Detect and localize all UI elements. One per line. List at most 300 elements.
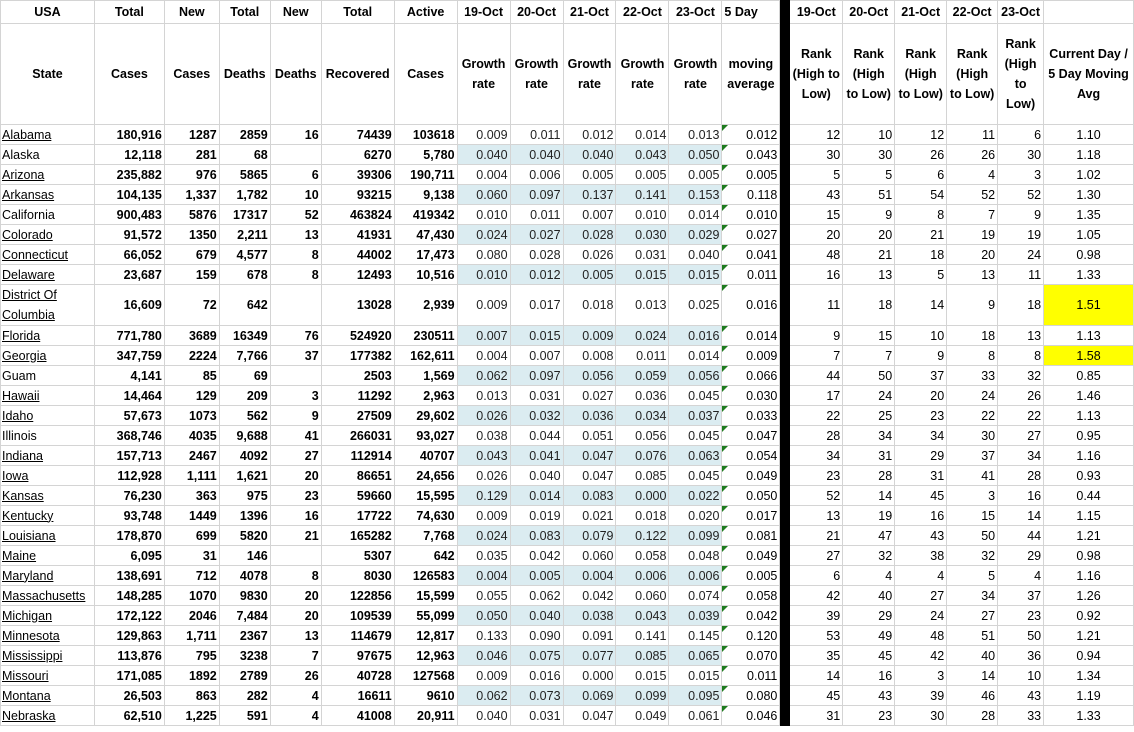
growth-rate-cell[interactable]: 0.083 [510,526,563,546]
rank-cell[interactable]: 3 [947,486,998,506]
recovered-cell[interactable]: 5307 [321,546,394,566]
growth-rate-cell[interactable]: 0.015 [669,666,722,686]
new-deaths-cell[interactable]: 4 [270,706,321,726]
moving-average-cell[interactable] [722,646,780,666]
active-cases-cell[interactable]: 9,138 [394,185,457,205]
active-cases-cell[interactable]: 17,473 [394,245,457,265]
current-day-ratio-cell[interactable]: 1.13 [1044,326,1134,346]
rank-cell[interactable]: 42 [895,646,947,666]
rank-cell[interactable]: 21 [790,526,843,546]
growth-rate-cell[interactable]: 0.031 [616,245,669,265]
active-cases-cell[interactable]: 12,817 [394,626,457,646]
total-cases-cell[interactable]: 129,863 [94,626,164,646]
new-cases-cell[interactable]: 2467 [164,446,219,466]
active-cases-cell[interactable]: 55,099 [394,606,457,626]
state-cell[interactable] [1,285,95,326]
growth-rate-cell[interactable]: 0.015 [616,666,669,686]
new-deaths-cell[interactable]: 3 [270,386,321,406]
moving-average-cell[interactable] [722,406,780,426]
growth-rate-cell[interactable]: 0.011 [510,125,563,145]
total-deaths-cell[interactable]: 209 [219,386,270,406]
total-cases-cell[interactable]: 14,464 [94,386,164,406]
recovered-cell[interactable]: 74439 [321,125,394,145]
rank-cell[interactable]: 29 [895,446,947,466]
active-cases-cell[interactable]: 162,611 [394,346,457,366]
rank-cell[interactable]: 32 [947,546,998,566]
state-link[interactable]: Maine [2,548,37,563]
current-day-ratio-cell[interactable]: 1.58 [1044,346,1134,366]
new-cases-cell[interactable]: 712 [164,566,219,586]
state-link[interactable]: Connecticut [2,247,69,262]
rank-cell[interactable]: 25 [843,406,895,426]
growth-rate-cell[interactable]: 0.007 [563,205,616,225]
growth-rate-cell[interactable]: 0.099 [669,526,722,546]
growth-rate-cell[interactable]: 0.043 [616,606,669,626]
state-cell[interactable] [1,225,95,245]
header-new-deaths-top[interactable]: New [270,1,321,24]
new-cases-cell[interactable]: 159 [164,265,219,285]
moving-average-cell[interactable] [722,446,780,466]
rank-cell[interactable]: 14 [895,285,947,326]
rank-cell[interactable]: 16 [895,506,947,526]
header-rank-date[interactable]: 21-Oct [895,1,947,24]
current-day-ratio-cell[interactable]: 0.98 [1044,245,1134,265]
moving-average-cell[interactable] [722,566,780,586]
growth-rate-cell[interactable]: 0.122 [616,526,669,546]
rank-cell[interactable]: 15 [790,205,843,225]
state-cell[interactable] [1,506,95,526]
total-deaths-cell[interactable]: 2,211 [219,225,270,245]
rank-cell[interactable]: 43 [843,686,895,706]
growth-rate-cell[interactable]: 0.090 [510,626,563,646]
active-cases-cell[interactable]: 15,599 [394,586,457,606]
state-cell[interactable] [1,706,95,726]
rank-cell[interactable]: 22 [998,406,1044,426]
rank-cell[interactable]: 20 [895,386,947,406]
rank-cell[interactable]: 9 [998,205,1044,225]
total-deaths-cell[interactable]: 1,621 [219,466,270,486]
growth-rate-cell[interactable]: 0.038 [563,606,616,626]
rank-cell[interactable]: 24 [947,386,998,406]
active-cases-cell[interactable]: 15,595 [394,486,457,506]
total-cases-cell[interactable]: 91,572 [94,225,164,245]
rank-cell[interactable]: 48 [895,626,947,646]
growth-rate-cell[interactable]: 0.010 [616,205,669,225]
rank-cell[interactable]: 54 [895,185,947,205]
new-deaths-cell[interactable]: 4 [270,686,321,706]
growth-rate-cell[interactable]: 0.095 [669,686,722,706]
recovered-cell[interactable]: 109539 [321,606,394,626]
growth-rate-cell[interactable]: 0.040 [510,145,563,165]
moving-average-cell[interactable] [722,466,780,486]
growth-rate-cell[interactable]: 0.015 [669,265,722,285]
total-deaths-cell[interactable]: 16349 [219,326,270,346]
growth-rate-cell[interactable]: 0.018 [563,285,616,326]
rank-cell[interactable]: 23 [998,606,1044,626]
recovered-cell[interactable]: 97675 [321,646,394,666]
rank-cell[interactable]: 4 [843,566,895,586]
total-deaths-cell[interactable]: 5820 [219,526,270,546]
growth-rate-cell[interactable]: 0.030 [616,225,669,245]
rank-cell[interactable]: 43 [998,686,1044,706]
growth-rate-cell[interactable]: 0.083 [563,486,616,506]
growth-rate-cell[interactable]: 0.007 [457,326,510,346]
rank-cell[interactable]: 13 [843,265,895,285]
recovered-cell[interactable]: 17722 [321,506,394,526]
recovered-cell[interactable]: 86651 [321,466,394,486]
growth-rate-cell[interactable]: 0.047 [563,466,616,486]
rank-cell[interactable]: 37 [947,446,998,466]
rank-cell[interactable]: 33 [998,706,1044,726]
growth-rate-cell[interactable]: 0.145 [669,626,722,646]
total-cases-cell[interactable]: 368,746 [94,426,164,446]
new-cases-cell[interactable]: 2046 [164,606,219,626]
growth-rate-cell[interactable]: 0.012 [563,125,616,145]
new-cases-cell[interactable]: 1350 [164,225,219,245]
new-deaths-cell[interactable] [270,145,321,165]
growth-rate-cell[interactable]: 0.009 [457,285,510,326]
active-cases-cell[interactable]: 29,602 [394,406,457,426]
recovered-cell[interactable]: 114679 [321,626,394,646]
recovered-cell[interactable]: 177382 [321,346,394,366]
current-day-ratio-cell[interactable]: 1.15 [1044,506,1134,526]
new-cases-cell[interactable]: 1449 [164,506,219,526]
growth-rate-cell[interactable]: 0.047 [563,446,616,466]
header-rank-date[interactable]: 22-Oct [947,1,998,24]
current-day-ratio-cell[interactable]: 1.33 [1044,265,1134,285]
moving-average-cell[interactable] [722,506,780,526]
new-cases-cell[interactable]: 1287 [164,125,219,145]
state-cell[interactable] [1,686,95,706]
total-cases-cell[interactable]: 138,691 [94,566,164,586]
rank-cell[interactable]: 28 [998,466,1044,486]
growth-rate-cell[interactable]: 0.051 [563,426,616,446]
rank-cell[interactable]: 10 [843,125,895,145]
growth-rate-cell[interactable]: 0.034 [616,406,669,426]
rank-cell[interactable]: 22 [790,406,843,426]
total-deaths-cell[interactable]: 2859 [219,125,270,145]
state-cell[interactable] [1,165,95,185]
growth-rate-cell[interactable]: 0.073 [510,686,563,706]
total-cases-cell[interactable]: 76,230 [94,486,164,506]
header-rank[interactable]: Rank (High to Low) [843,24,895,125]
growth-rate-cell[interactable]: 0.056 [616,426,669,446]
recovered-cell[interactable]: 165282 [321,526,394,546]
header-rate-date[interactable]: 21-Oct [563,1,616,24]
state-link[interactable]: Indiana [2,448,44,463]
current-day-ratio-cell[interactable]: 0.94 [1044,646,1134,666]
state-cell[interactable] [1,346,95,366]
rank-cell[interactable]: 20 [947,245,998,265]
rank-cell[interactable]: 26 [895,145,947,165]
header-current-day-ratio[interactable]: Current Day / 5 Day Moving Avg [1044,24,1134,125]
total-deaths-cell[interactable]: 2367 [219,626,270,646]
new-deaths-cell[interactable]: 20 [270,466,321,486]
rank-cell[interactable]: 11 [998,265,1044,285]
current-day-ratio-cell[interactable]: 1.26 [1044,586,1134,606]
growth-rate-cell[interactable]: 0.021 [563,506,616,526]
growth-rate-cell[interactable]: 0.000 [616,486,669,506]
state-cell[interactable] [1,526,95,546]
total-deaths-cell[interactable]: 1,782 [219,185,270,205]
rank-cell[interactable]: 29 [998,546,1044,566]
rank-cell[interactable]: 30 [895,706,947,726]
rank-cell[interactable]: 5 [947,566,998,586]
rank-cell[interactable]: 34 [790,446,843,466]
growth-rate-cell[interactable]: 0.036 [563,406,616,426]
rank-cell[interactable]: 15 [947,506,998,526]
recovered-cell[interactable]: 524920 [321,326,394,346]
total-cases-cell[interactable]: 4,141 [94,366,164,386]
recovered-cell[interactable]: 266031 [321,426,394,446]
current-day-ratio-cell[interactable]: 1.16 [1044,446,1134,466]
header-rate-date[interactable]: 19-Oct [457,1,510,24]
new-deaths-cell[interactable]: 26 [270,666,321,686]
rank-cell[interactable]: 45 [790,686,843,706]
active-cases-cell[interactable]: 230511 [394,326,457,346]
new-cases-cell[interactable]: 795 [164,646,219,666]
total-cases-cell[interactable]: 112,928 [94,466,164,486]
recovered-cell[interactable]: 39306 [321,165,394,185]
rank-cell[interactable]: 34 [843,426,895,446]
recovered-cell[interactable]: 27509 [321,406,394,426]
total-deaths-cell[interactable]: 2789 [219,666,270,686]
active-cases-cell[interactable]: 40707 [394,446,457,466]
growth-rate-cell[interactable]: 0.013 [616,285,669,326]
growth-rate-cell[interactable]: 0.137 [563,185,616,205]
growth-rate-cell[interactable]: 0.013 [669,125,722,145]
current-day-ratio-cell[interactable]: 1.02 [1044,165,1134,185]
new-deaths-cell[interactable]: 16 [270,506,321,526]
rank-cell[interactable]: 27 [998,426,1044,446]
growth-rate-cell[interactable]: 0.024 [457,225,510,245]
rank-cell[interactable]: 32 [998,366,1044,386]
rank-cell[interactable]: 23 [790,466,843,486]
rank-cell[interactable]: 5 [843,165,895,185]
rank-cell[interactable]: 46 [947,686,998,706]
new-cases-cell[interactable]: 1,337 [164,185,219,205]
header-new-cases[interactable]: Cases [164,24,219,125]
header-growth-rate[interactable]: Growth rate [616,24,669,125]
header-growth-rate[interactable]: Growth rate [510,24,563,125]
rank-cell[interactable]: 39 [895,686,947,706]
moving-average-cell[interactable] [722,326,780,346]
rank-cell[interactable]: 16 [998,486,1044,506]
growth-rate-cell[interactable]: 0.015 [616,265,669,285]
state-link[interactable]: Montana [2,688,51,703]
growth-rate-cell[interactable]: 0.010 [457,265,510,285]
state-cell[interactable] [1,366,95,386]
growth-rate-cell[interactable]: 0.006 [616,566,669,586]
rank-cell[interactable]: 40 [947,646,998,666]
rank-cell[interactable]: 41 [947,466,998,486]
rank-cell[interactable]: 34 [947,586,998,606]
rank-cell[interactable]: 12 [790,125,843,145]
new-cases-cell[interactable]: 85 [164,366,219,386]
growth-rate-cell[interactable]: 0.047 [563,706,616,726]
growth-rate-cell[interactable]: 0.043 [616,145,669,165]
total-deaths-cell[interactable]: 146 [219,546,270,566]
new-deaths-cell[interactable]: 37 [270,346,321,366]
rank-cell[interactable]: 6 [895,165,947,185]
state-link[interactable]: Nebraska [2,708,56,723]
growth-rate-cell[interactable]: 0.091 [563,626,616,646]
moving-average-cell[interactable] [722,426,780,446]
total-deaths-cell[interactable]: 5865 [219,165,270,185]
growth-rate-cell[interactable]: 0.153 [669,185,722,205]
total-cases-cell[interactable]: 178,870 [94,526,164,546]
header-total-recovered[interactable]: Recovered [321,24,394,125]
header-5day-top[interactable]: 5 Day [722,1,780,24]
rank-cell[interactable]: 18 [947,326,998,346]
growth-rate-cell[interactable]: 0.076 [616,446,669,466]
state-cell[interactable] [1,586,95,606]
new-cases-cell[interactable]: 1,111 [164,466,219,486]
growth-rate-cell[interactable]: 0.080 [457,245,510,265]
rank-cell[interactable]: 14 [947,666,998,686]
growth-rate-cell[interactable]: 0.062 [457,366,510,386]
recovered-cell[interactable]: 41931 [321,225,394,245]
rank-cell[interactable]: 40 [843,586,895,606]
rank-cell[interactable]: 24 [843,386,895,406]
rank-cell[interactable]: 7 [790,346,843,366]
total-deaths-cell[interactable]: 562 [219,406,270,426]
growth-rate-cell[interactable]: 0.024 [457,526,510,546]
moving-average-cell[interactable] [722,245,780,265]
total-cases-cell[interactable]: 235,882 [94,165,164,185]
recovered-cell[interactable]: 40728 [321,666,394,686]
new-deaths-cell[interactable]: 41 [270,426,321,446]
rank-cell[interactable]: 23 [895,406,947,426]
state-link[interactable]: Delaware [2,267,55,282]
rank-cell[interactable]: 52 [947,185,998,205]
rank-cell[interactable]: 9 [843,205,895,225]
new-cases-cell[interactable]: 1892 [164,666,219,686]
header-usa[interactable]: USA [1,1,95,24]
rank-cell[interactable]: 19 [998,225,1044,245]
new-cases-cell[interactable]: 699 [164,526,219,546]
current-day-ratio-cell[interactable]: 0.93 [1044,466,1134,486]
active-cases-cell[interactable]: 642 [394,546,457,566]
rank-cell[interactable]: 34 [998,446,1044,466]
total-deaths-cell[interactable]: 9,688 [219,426,270,446]
header-current-top[interactable] [1044,1,1134,24]
new-cases-cell[interactable]: 3689 [164,326,219,346]
new-deaths-cell[interactable]: 8 [270,245,321,265]
total-cases-cell[interactable]: 16,609 [94,285,164,326]
current-day-ratio-cell[interactable]: 1.30 [1044,185,1134,205]
header-active-cases-top[interactable]: Active [394,1,457,24]
growth-rate-cell[interactable]: 0.019 [510,506,563,526]
state-link[interactable]: Iowa [2,468,29,483]
total-deaths-cell[interactable]: 642 [219,285,270,326]
rank-cell[interactable]: 9 [895,346,947,366]
growth-rate-cell[interactable]: 0.079 [563,526,616,546]
state-cell[interactable] [1,666,95,686]
state-cell[interactable] [1,406,95,426]
state-link[interactable]: Michigan [2,608,53,623]
growth-rate-cell[interactable]: 0.040 [457,706,510,726]
recovered-cell[interactable]: 112914 [321,446,394,466]
growth-rate-cell[interactable]: 0.009 [457,125,510,145]
growth-rate-cell[interactable]: 0.016 [510,666,563,686]
state-cell[interactable] [1,626,95,646]
growth-rate-cell[interactable]: 0.060 [457,185,510,205]
growth-rate-cell[interactable]: 0.009 [563,326,616,346]
new-cases-cell[interactable]: 281 [164,145,219,165]
growth-rate-cell[interactable]: 0.005 [510,566,563,586]
current-day-ratio-cell[interactable]: 1.18 [1044,145,1134,165]
state-cell[interactable] [1,245,95,265]
growth-rate-cell[interactable]: 0.041 [510,446,563,466]
new-deaths-cell[interactable] [270,285,321,326]
rank-cell[interactable]: 13 [998,326,1044,346]
growth-rate-cell[interactable]: 0.062 [457,686,510,706]
rank-cell[interactable]: 20 [843,225,895,245]
current-day-ratio-cell[interactable]: 1.05 [1044,225,1134,245]
rank-cell[interactable]: 52 [998,185,1044,205]
total-cases-cell[interactable]: 771,780 [94,326,164,346]
active-cases-cell[interactable]: 12,963 [394,646,457,666]
current-day-ratio-cell[interactable]: 0.44 [1044,486,1134,506]
growth-rate-cell[interactable]: 0.012 [510,265,563,285]
rank-cell[interactable]: 8 [947,346,998,366]
current-day-ratio-cell[interactable]: 1.21 [1044,626,1134,646]
growth-rate-cell[interactable]: 0.085 [616,646,669,666]
moving-average-cell[interactable] [722,165,780,185]
rank-cell[interactable]: 33 [947,366,998,386]
new-cases-cell[interactable]: 679 [164,245,219,265]
growth-rate-cell[interactable]: 0.059 [616,366,669,386]
state-link[interactable]: Alabama [2,127,52,142]
moving-average-cell[interactable] [722,706,780,726]
rank-cell[interactable]: 14 [998,506,1044,526]
rank-cell[interactable]: 11 [790,285,843,326]
growth-rate-cell[interactable]: 0.010 [457,205,510,225]
growth-rate-cell[interactable]: 0.060 [563,546,616,566]
new-cases-cell[interactable]: 31 [164,546,219,566]
rank-cell[interactable]: 50 [998,626,1044,646]
state-cell[interactable] [1,185,95,205]
growth-rate-cell[interactable]: 0.026 [457,466,510,486]
rank-cell[interactable]: 9 [790,326,843,346]
active-cases-cell[interactable]: 7,768 [394,526,457,546]
state-cell[interactable] [1,205,95,225]
rank-cell[interactable]: 4 [998,566,1044,586]
active-cases-cell[interactable]: 10,516 [394,265,457,285]
rank-cell[interactable]: 31 [790,706,843,726]
growth-rate-cell[interactable]: 0.049 [616,706,669,726]
state-cell[interactable] [1,265,95,285]
rank-cell[interactable]: 17 [790,386,843,406]
rank-cell[interactable]: 8 [895,205,947,225]
rank-cell[interactable]: 3 [998,165,1044,185]
growth-rate-cell[interactable]: 0.061 [669,706,722,726]
current-day-ratio-cell[interactable]: 1.21 [1044,526,1134,546]
growth-rate-cell[interactable]: 0.048 [669,546,722,566]
new-deaths-cell[interactable]: 13 [270,225,321,245]
growth-rate-cell[interactable]: 0.050 [669,145,722,165]
rank-cell[interactable]: 26 [947,145,998,165]
growth-rate-cell[interactable]: 0.040 [457,145,510,165]
header-rank[interactable]: Rank (High to Low) [998,24,1044,125]
active-cases-cell[interactable]: 127568 [394,666,457,686]
growth-rate-cell[interactable]: 0.074 [669,586,722,606]
rank-cell[interactable]: 39 [790,606,843,626]
growth-rate-cell[interactable]: 0.042 [563,586,616,606]
state-link[interactable]: Colorado [2,227,53,242]
rank-cell[interactable]: 27 [947,606,998,626]
